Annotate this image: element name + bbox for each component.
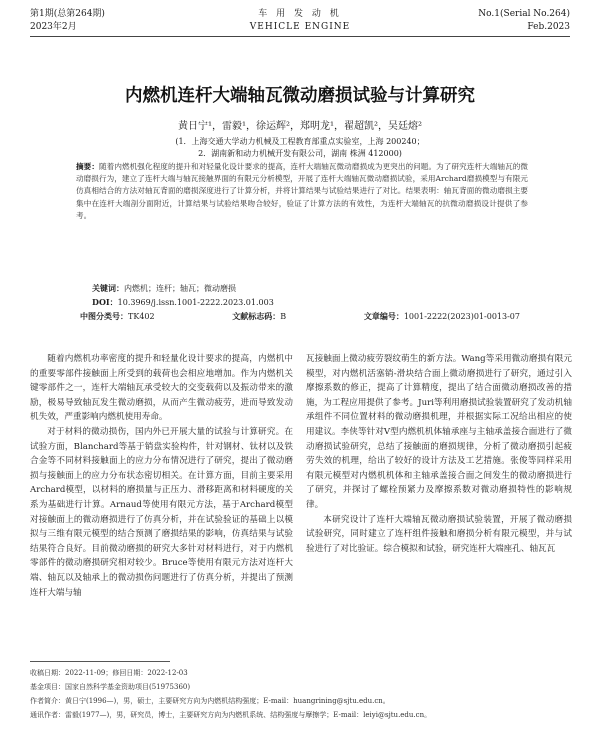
document-code xyxy=(232,310,286,323)
keywords xyxy=(92,282,236,295)
footnote-rule xyxy=(30,661,170,662)
footnote-author: 作者简介：黄日宁(1996—)，男，硕士，主要研究方向为内燃机结构强度；E-mail：huangrining@sjtu.edu.cn。 xyxy=(30,697,390,705)
footnote-funding: 基金项目：国家自然科学基金资助项目(51975360) xyxy=(30,683,191,691)
body-paragraph: 随着内燃机功率密度的提升和轻量化设计要求的提高，内燃机中的重要零部件接触面上所受到的载荷也会相应地增加。作为内燃机关键零部件之一，连杆大端轴瓦承受较大的交变载荷以及振动带来的激励，极易导致轴瓦发生微动磨损，从而产生微动疲劳，进而导致发动机失效，严重影响内燃机使用寿命。 xyxy=(30,354,293,423)
header-issue-date: 2023年2月 xyxy=(30,22,77,32)
clc-number xyxy=(80,310,155,323)
author-list: 黄日宁¹，雷毅¹，徐运辉²，郑明龙¹，翟超凯²，吴廷熔² xyxy=(177,121,423,132)
running-header xyxy=(30,8,570,38)
header-issue-number: 第1期(总第264期) xyxy=(30,9,105,19)
header-journal-cn: 车 用 发 动 机 xyxy=(258,9,342,19)
header-serial-number: No.1(Serial No.264) xyxy=(478,9,570,19)
affiliation-1: (1．上海交通大学动力机械及工程教育部重点实验室，上海 200240； xyxy=(175,137,425,146)
keywords-text: 内燃机；连杆；轴瓦；微动磨损 xyxy=(124,284,236,293)
document-code-value: B xyxy=(280,312,287,321)
footnote-received: 收稿日期：2022-11-09；修回日期：2022-12-03 xyxy=(30,669,188,677)
paper-title: 内燃机连杆大端轴瓦微动磨损试验与计算研究 xyxy=(125,86,475,106)
article-number-label: 文章编号： xyxy=(363,311,404,321)
body-paragraph: 瓦接触面上微动疲劳裂纹萌生的新方法。Wang等采用微动磨损有限元模型，对内燃机活塞销-滑块结合面上微动磨损进行了研究，通过引入摩擦系数的修正，提高了计算精度，提出了结合面微动磨损改善的措施，为工程应用提供了参考。Juri等利用磨损试验装置研究了发动机轴承组件不同位置材料的微动磨损机理，并根据实际工况给出相应的使用建议。李侠等针对V型内燃机机体轴承座与主轴承盖接合面进行了微动磨损试验研究，总结了接触面的磨损规律，分析了微动磨损引起疲劳失效的机理，给出了较好的设计方法及工艺措施。张俊等同样采用有限元模型对内燃机机体和主轴承盖接合面之间发生的微动磨损进行了研究，并探讨了螺栓预紧力及摩擦系数对微动磨损特性的影响规律。 xyxy=(306,354,572,510)
header-journal-en: VEHICLE ENGINE xyxy=(249,22,351,32)
abstract-label: 摘要： xyxy=(76,162,99,171)
footnote-corresponding: 通讯作者：雷毅(1977—)，男，研究员，博士，主要研究方向为内燃机系统、结构强度与摩擦学；E-mail：leiyi@sjtu.edu.cn。 xyxy=(30,711,432,719)
article-number xyxy=(364,310,520,323)
clc-label: 中图分类号： xyxy=(80,311,128,321)
abstract-text: 随着内燃机强化程度的提升和对轻量化设计要求的提高，连杆大端轴瓦微动磨损成为更突出的问题。为了研究连杆大端轴瓦的微动磨损行为，建立了连杆大端与轴瓦接触界面的有限元分析模型，开展了连杆大端轴瓦微动磨损试验，采用Archard磨损模型与有限元仿真相结合的方法对轴瓦背面的磨损深度进行了计算分析，并将计算结果与试验结果进行了对比。结果表明：轴瓦背面的微动磨损主要集中在连杆大端剖分面附近，计算结果与试验结果吻合较好，验证了计算方法的有效性，为连杆大端轴瓦的抗微动磨损设计提供了参考。 xyxy=(76,162,529,220)
header-serial xyxy=(478,8,570,34)
body-paragraph: 对于材料的微动损伤，国内外已开展大量的试验与计算研究。在试验方面，Blanchard等基于销盘实验构件，针对钢材、钛材以及铁合金等不同材料接触面上的应力分布情况进行了研究，提出了微动磨损与接触面上的应力分布状态密切相关。在计算方面，目前主要采用Archard模型，以材料的磨损量与正压力、滑移距离和材料硬度的关系为基础进行计算。Arnaud等使用有限元方法，基于Archard模型对接触面上的微动磨损进行了仿真分析，并在试验验证的基础上以模拟与三维有限元模型的结合预测了磨损结果的影响，仿真结果与试验结果符合良好。目前微动磨损的研究大多针对材料进行，对于内燃机零部件的微动磨损研究相对较少。Bruce等使用有限元方法对连杆大端、轴瓦以及轴承上的微动损伤问题进行了仿真分析，并提出了预测连杆大端与轴 xyxy=(30,426,293,598)
document-code-label: 文献标志码： xyxy=(232,311,281,321)
body-column-left xyxy=(30,352,293,600)
classification-line xyxy=(80,310,520,323)
clc-value: TK402 xyxy=(128,312,155,321)
body-paragraph: 本研究设计了连杆大端轴瓦微动磨损试验装置，开展了微动磨损试验研究，同时建立了连杆组件接触和磨损分析有限元模型，并与试验进行了对比验证。综合模拟和试验，研究连杆大端座孔、轴瓦瓦 xyxy=(306,514,572,554)
article-number-value: 1001-2222(2023)01-0013-07 xyxy=(403,312,520,321)
doi-label: DOI： xyxy=(92,297,118,307)
keywords-label: 关键词： xyxy=(92,283,124,293)
abstract xyxy=(76,161,528,222)
header-serial-date: Feb.2023 xyxy=(527,22,570,32)
header-rule xyxy=(30,36,570,37)
body-column-right xyxy=(306,352,572,556)
doi-text: 10.3969/j.issn.1001-2222.2023.01.003 xyxy=(117,298,274,307)
doi xyxy=(92,296,274,309)
affiliation-2: 2．湖南新和动力机械开发有限公司，湖南 株洲 412000) xyxy=(198,149,402,158)
